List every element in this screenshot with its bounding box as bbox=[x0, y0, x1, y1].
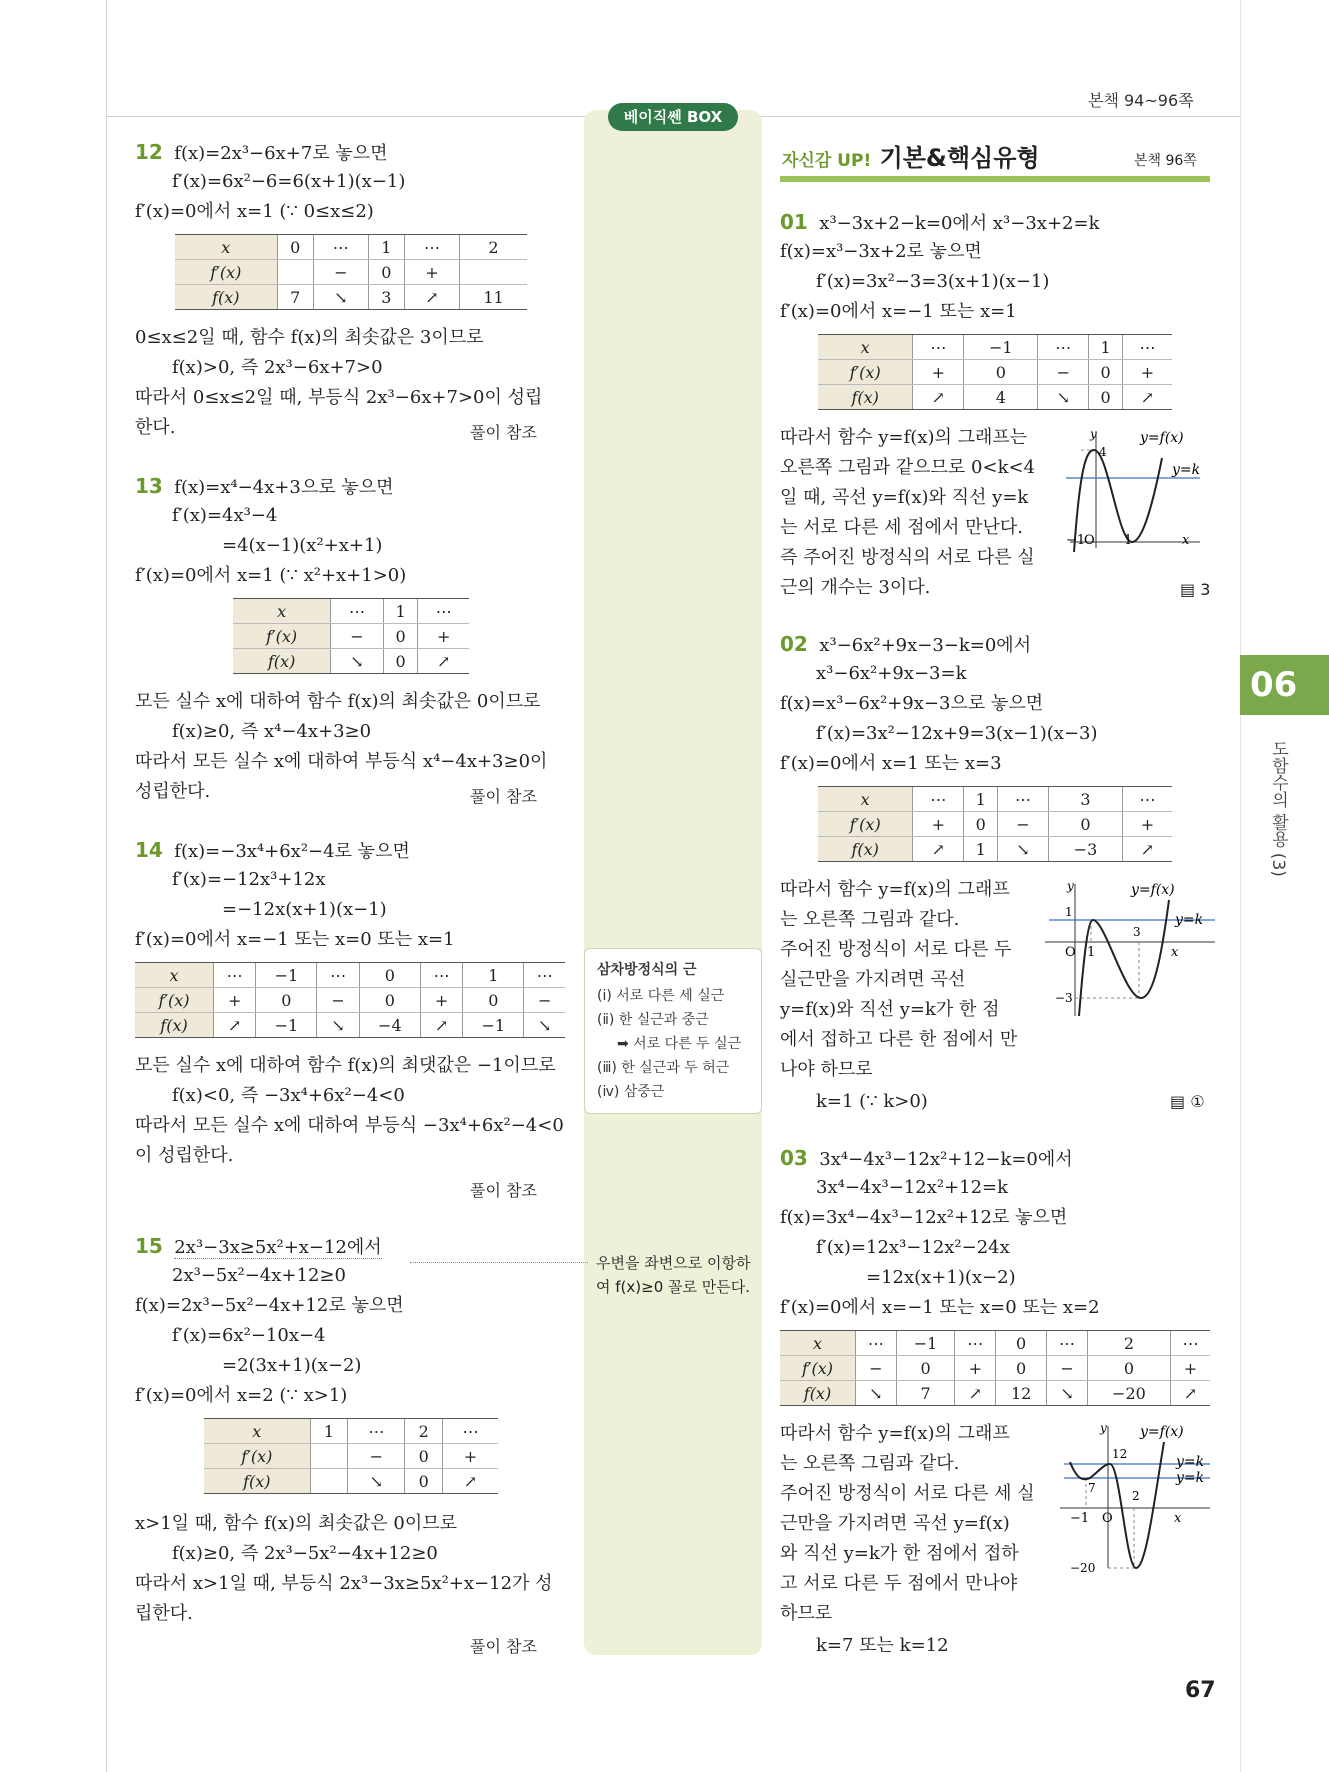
q03-after-3: 주어진 방정식이 서로 다른 세 실 bbox=[780, 1483, 1035, 1504]
q01-line-1: 01 x³−3x+2−k=0에서 x³−3x+2=k bbox=[780, 210, 1100, 234]
q02-line-3: f(x)=x³−6x²+9x−3으로 놓으면 bbox=[780, 693, 1044, 714]
page-edge-right bbox=[1240, 0, 1241, 1772]
p13-answer-ref: 풀이 참조 bbox=[470, 787, 537, 806]
p14-after-2: f(x)<0, 즉 −3x⁴+6x²−4<0 bbox=[172, 1085, 405, 1106]
p14-line-4: f′(x)=0에서 x=−1 또는 x=0 또는 x=1 bbox=[135, 929, 455, 950]
q02-after-7: 나야 하므로 bbox=[780, 1059, 873, 1080]
q01-graph-curve: y=f(x) bbox=[1140, 430, 1184, 446]
p15-side-note-2: 여 f(x)≥0 꼴로 만든다. bbox=[596, 1278, 750, 1296]
section-label: 자신감 UP! bbox=[782, 151, 872, 171]
cubic-roots-note bbox=[584, 948, 762, 1114]
cubic-roots-item-2b: ➡ 서로 다른 두 실근 bbox=[617, 1036, 742, 1052]
p14-line-1: 14 f(x)=−3x⁴+6x²−4로 놓으면 bbox=[135, 838, 410, 862]
q03-after-4: 근만을 가지려면 곡선 y=f(x) bbox=[780, 1513, 1010, 1534]
p12-after-1: 0≤x≤2일 때, 함수 f(x)의 최솟값은 3이므로 bbox=[135, 327, 484, 348]
q02-line-5: f′(x)=0에서 x=1 또는 x=3 bbox=[780, 753, 1002, 774]
q02-after-8: k=1 (∵ k>0) bbox=[816, 1091, 928, 1112]
p15-after-2: f(x)≥0, 즉 2x³−5x²−4x+12≥0 bbox=[172, 1543, 438, 1564]
p15-leader-line bbox=[410, 1262, 588, 1263]
p15-line-3: f(x)=2x³−5x²−4x+12로 놓으면 bbox=[135, 1295, 404, 1316]
q01-after-6: 근의 개수는 3이다. bbox=[780, 577, 931, 598]
q03-line-6: f′(x)=0에서 x=−1 또는 x=0 또는 x=2 bbox=[780, 1297, 1100, 1318]
q01-graph-label-x: x bbox=[1182, 533, 1190, 548]
q03-table: x ⋯ −1 ⋯ 0 ⋯ 2 ⋯ f′(x) − 0 + 0 − 0 + f(x) ↘ 7 ↗ 12 ↘ −20 ↗ bbox=[780, 1330, 1210, 1406]
q02-graph-curve: y=f(x) bbox=[1131, 882, 1175, 898]
q01-graph-label-minus1: −1 bbox=[1066, 533, 1086, 548]
q03-graph-label-2: 2 bbox=[1132, 1489, 1140, 1503]
q02-after-4: 실근만을 가지려면 곡선 bbox=[780, 969, 966, 990]
p14-after-1: 모든 실수 x에 대하여 함수 f(x)의 최댓값은 −1이므로 bbox=[135, 1055, 556, 1076]
q03-graph-label-minus20: −20 bbox=[1070, 1561, 1096, 1572]
q03-graph-label-x: x bbox=[1174, 1511, 1182, 1526]
p12-answer-ref: 풀이 참조 bbox=[470, 423, 537, 442]
p14-line-2: f′(x)=−12x³+12x bbox=[172, 869, 326, 890]
q03-number: 03 bbox=[780, 1146, 808, 1170]
p13-line-1: 13 f(x)=x⁴−4x+3으로 놓으면 bbox=[135, 474, 394, 498]
p13-after-4: 성립한다. bbox=[135, 781, 211, 802]
q01-graph-label-1: 1 bbox=[1124, 533, 1133, 548]
q02-graph-label-1: 1 bbox=[1065, 905, 1073, 919]
p14-table: x ⋯ −1 ⋯ 0 ⋯ 1 ⋯ f′(x) + 0 − 0 + 0 − f(x) ↗ −1 ↘ −4 ↗ −1 ↘ bbox=[135, 962, 565, 1038]
q03-graph-label-minus1: −1 bbox=[1070, 1511, 1090, 1526]
q02-number: 02 bbox=[780, 632, 808, 656]
p15-line-4: f′(x)=6x²−10x−4 bbox=[172, 1325, 326, 1346]
q02-graph-label-x: x bbox=[1171, 945, 1179, 960]
header-page-ref: 본책 94~96쪽 bbox=[1088, 91, 1194, 110]
p12-line-3: f′(x)=0에서 x=1 (∵ 0≤x≤2) bbox=[135, 201, 374, 222]
q02-after-2: 는 오른쪽 그림과 같다. bbox=[780, 909, 960, 930]
q01-line-3: f′(x)=3x²−3=3(x+1)(x−1) bbox=[816, 271, 1050, 292]
q01-after-5: 즉 주어진 방정식의 서로 다른 실 bbox=[780, 547, 1035, 568]
q03-line-5: =12x(x+1)(x−2) bbox=[866, 1267, 1016, 1288]
q01-table: x ⋯ −1 ⋯ 1 ⋯ f′(x) + 0 − 0 + f(x) ↗ 4 ↘ 0 ↗ bbox=[818, 334, 1172, 410]
p13-line-2: f′(x)=4x³−4 bbox=[172, 505, 278, 526]
q02-after-5: y=f(x)와 직선 y=k가 한 점 bbox=[780, 999, 1000, 1020]
p15-number: 15 bbox=[135, 1234, 163, 1258]
section-bar bbox=[780, 176, 1210, 182]
p13-number: 13 bbox=[135, 474, 163, 498]
q03-graph-curve: y=f(x) bbox=[1140, 1424, 1184, 1440]
section-title-text: 기본&핵심유형 bbox=[879, 144, 1040, 172]
q02-line-4: f′(x)=3x²−12x+9=3(x−1)(x−3) bbox=[816, 723, 1098, 744]
p15-line-5: =2(3x+1)(x−2) bbox=[222, 1355, 362, 1376]
q01-after-4: 는 서로 다른 세 점에서 만난다. bbox=[780, 517, 1023, 538]
q03-after-5: 와 직선 y=k가 한 점에서 접하 bbox=[780, 1543, 1019, 1564]
q01-graph bbox=[1060, 428, 1210, 552]
p12-after-3: 따라서 0≤x≤2일 때, 부등식 2x³−6x+7>0이 성립 bbox=[135, 387, 543, 408]
q03-graph-label-O: O bbox=[1102, 1511, 1113, 1526]
p14-after-4: 이 성립한다. bbox=[135, 1145, 234, 1166]
p12-line-2: f′(x)=6x²−6=6(x+1)(x−1) bbox=[172, 171, 406, 192]
p15-table: x 1 ⋯ 2 ⋯ f′(x) − 0 + f(x) ↘ 0 ↗ bbox=[204, 1418, 498, 1494]
chapter-tab[interactable]: 06 bbox=[1240, 655, 1329, 715]
middle-column bbox=[584, 110, 762, 1655]
p14-line-3: =−12x(x+1)(x−1) bbox=[222, 899, 387, 920]
cubic-roots-item-4: (ⅳ) 삼중근 bbox=[597, 1084, 665, 1100]
box-badge: 베이직쎈 BOX bbox=[608, 103, 738, 131]
q03-after-8: k=7 또는 k=12 bbox=[816, 1635, 949, 1656]
p13-line-4: f′(x)=0에서 x=1 (∵ x²+x+1>0) bbox=[135, 565, 407, 586]
q03-line-2: 3x⁴−4x³−12x²+12=k bbox=[816, 1177, 1009, 1198]
p15-side-note-1: 우변을 좌변으로 이항하 bbox=[596, 1254, 751, 1272]
p12-line-1: 12 f(x)=2x³−6x+7로 놓으면 bbox=[135, 140, 388, 164]
q01-number: 01 bbox=[780, 210, 808, 234]
q02-line-2: x³−6x²+9x−3=k bbox=[816, 663, 967, 684]
q02-graph-label-y: y bbox=[1067, 880, 1074, 893]
q02-graph bbox=[1045, 880, 1220, 1020]
q03-graph-line-2: y=k bbox=[1176, 1470, 1205, 1486]
q01-graph-label-4: 4 bbox=[1099, 445, 1107, 459]
page-edge-left bbox=[106, 0, 107, 1772]
q01-after-3: 일 때, 곡선 y=f(x)와 직선 y=k bbox=[780, 487, 1029, 508]
q03-graph-label-7: 7 bbox=[1088, 1481, 1096, 1495]
p15-line-1: 15 2x³−3x≥5x²+x−12에서 bbox=[135, 1234, 382, 1258]
q03-after-6: 고 서로 다른 두 점에서 만나야 bbox=[780, 1573, 1018, 1594]
q02-graph-label-3: 3 bbox=[1133, 925, 1141, 939]
p14-after-3: 따라서 모든 실수 x에 대하여 부등식 −3x⁴+6x²−4<0 bbox=[135, 1115, 564, 1136]
q01-graph-line: y=k bbox=[1172, 462, 1201, 478]
p13-after-1: 모든 실수 x에 대하여 함수 f(x)의 최솟값은 0이므로 bbox=[135, 691, 541, 712]
q02-graph-label-1x: 1 bbox=[1087, 945, 1096, 960]
p15-line-2: 2x³−5x²−4x+12≥0 bbox=[172, 1265, 346, 1286]
q03-graph-line-1: y=k bbox=[1176, 1454, 1205, 1470]
cubic-roots-item-3: (ⅲ) 한 실근과 두 허근 bbox=[597, 1060, 730, 1076]
section-page-ref: 본책 96쪽 bbox=[1134, 153, 1197, 169]
p14-number: 14 bbox=[135, 838, 163, 862]
q02-answer: ▤ ① bbox=[1170, 1092, 1205, 1111]
p12-after-2: f(x)>0, 즉 2x³−6x+7>0 bbox=[172, 357, 383, 378]
p15-answer-ref: 풀이 참조 bbox=[470, 1637, 537, 1656]
p12-table: x 0 ⋯ 1 ⋯ 2 f′(x) − 0 + f(x) 7 ↘ 3 ↗ 11 bbox=[175, 234, 527, 310]
q02-after-1: 따라서 함수 y=f(x)의 그래프 bbox=[780, 879, 1010, 900]
p13-table: x ⋯ 1 ⋯ f′(x) − 0 + f(x) ↘ 0 ↗ bbox=[233, 598, 469, 674]
page-number: 67 bbox=[1185, 1678, 1216, 1703]
q01-graph-label-O: O bbox=[1084, 533, 1095, 548]
cubic-roots-item-1: (ⅰ) 서로 다른 세 실근 bbox=[597, 988, 725, 1004]
q01-after-1: 따라서 함수 y=f(x)의 그래프는 bbox=[780, 427, 1028, 448]
q02-line-1: 02 x³−6x²+9x−3−k=0에서 bbox=[780, 632, 1032, 656]
cubic-roots-title: 삼차방정식의 근 bbox=[597, 962, 697, 978]
q02-graph-label-O: O bbox=[1065, 945, 1076, 960]
p13-line-3: =4(x−1)(x²+x+1) bbox=[222, 535, 383, 556]
q01-line-2: f(x)=x³−3x+2로 놓으면 bbox=[780, 241, 982, 262]
q03-graph-label-12: 12 bbox=[1112, 1447, 1128, 1461]
p15-after-3: 따라서 x>1일 때, 부등식 2x³−3x≥5x²+x−12가 성 bbox=[135, 1573, 553, 1594]
q02-table: x ⋯ 1 ⋯ 3 ⋯ f′(x) + 0 − 0 + f(x) ↗ 1 ↘ −3 ↗ bbox=[818, 786, 1172, 862]
q03-line-4: f′(x)=12x³−12x²−24x bbox=[816, 1237, 1010, 1258]
p12-after-4: 한다. bbox=[135, 417, 176, 438]
p14-answer-ref: 풀이 참조 bbox=[470, 1181, 537, 1200]
q03-graph-label-y: y bbox=[1100, 1422, 1107, 1435]
q03-line-3: f(x)=3x⁴−4x³−12x²+12로 놓으면 bbox=[780, 1207, 1068, 1228]
q03-after-1: 따라서 함수 y=f(x)의 그래프 bbox=[780, 1423, 1010, 1444]
q03-after-2: 는 오른쪽 그림과 같다. bbox=[780, 1453, 960, 1474]
p15-line-6: f′(x)=0에서 x=2 (∵ x>1) bbox=[135, 1385, 348, 1406]
p13-after-2: f(x)≥0, 즉 x⁴−4x+3≥0 bbox=[172, 721, 372, 742]
q02-graph-label-minus3: −3 bbox=[1055, 991, 1073, 1005]
q01-line-4: f′(x)=0에서 x=−1 또는 x=1 bbox=[780, 301, 1017, 322]
p15-after-1: x>1일 때, 함수 f(x)의 최솟값은 0이므로 bbox=[135, 1513, 457, 1534]
cubic-roots-item-2: (ⅱ) 한 실근과 중근 bbox=[597, 1012, 709, 1028]
q03-graph bbox=[1060, 1422, 1220, 1572]
q02-graph-line: y=k bbox=[1175, 912, 1204, 928]
q02-after-3: 주어진 방정식이 서로 다른 두 bbox=[780, 939, 1012, 960]
q03-after-7: 하므로 bbox=[780, 1603, 833, 1624]
q01-after-2: 오른쪽 그림과 같으므로 0<k<4 bbox=[780, 457, 1036, 478]
q01-graph-label-y: y bbox=[1090, 428, 1097, 441]
section-title bbox=[782, 138, 1040, 173]
q01-answer: ▤ 3 bbox=[1180, 580, 1211, 599]
q03-line-1: 03 3x⁴−4x³−12x²+12−k=0에서 bbox=[780, 1146, 1073, 1170]
p15-after-4: 립한다. bbox=[135, 1603, 193, 1624]
p13-after-3: 따라서 모든 실수 x에 대하여 부등식 x⁴−4x+3≥0이 bbox=[135, 751, 548, 772]
q02-after-6: 에서 접하고 다른 한 점에서 만 bbox=[780, 1029, 1018, 1050]
p12-number: 12 bbox=[135, 140, 163, 164]
chapter-title: 도함수의 활용 (3) bbox=[1268, 740, 1288, 877]
